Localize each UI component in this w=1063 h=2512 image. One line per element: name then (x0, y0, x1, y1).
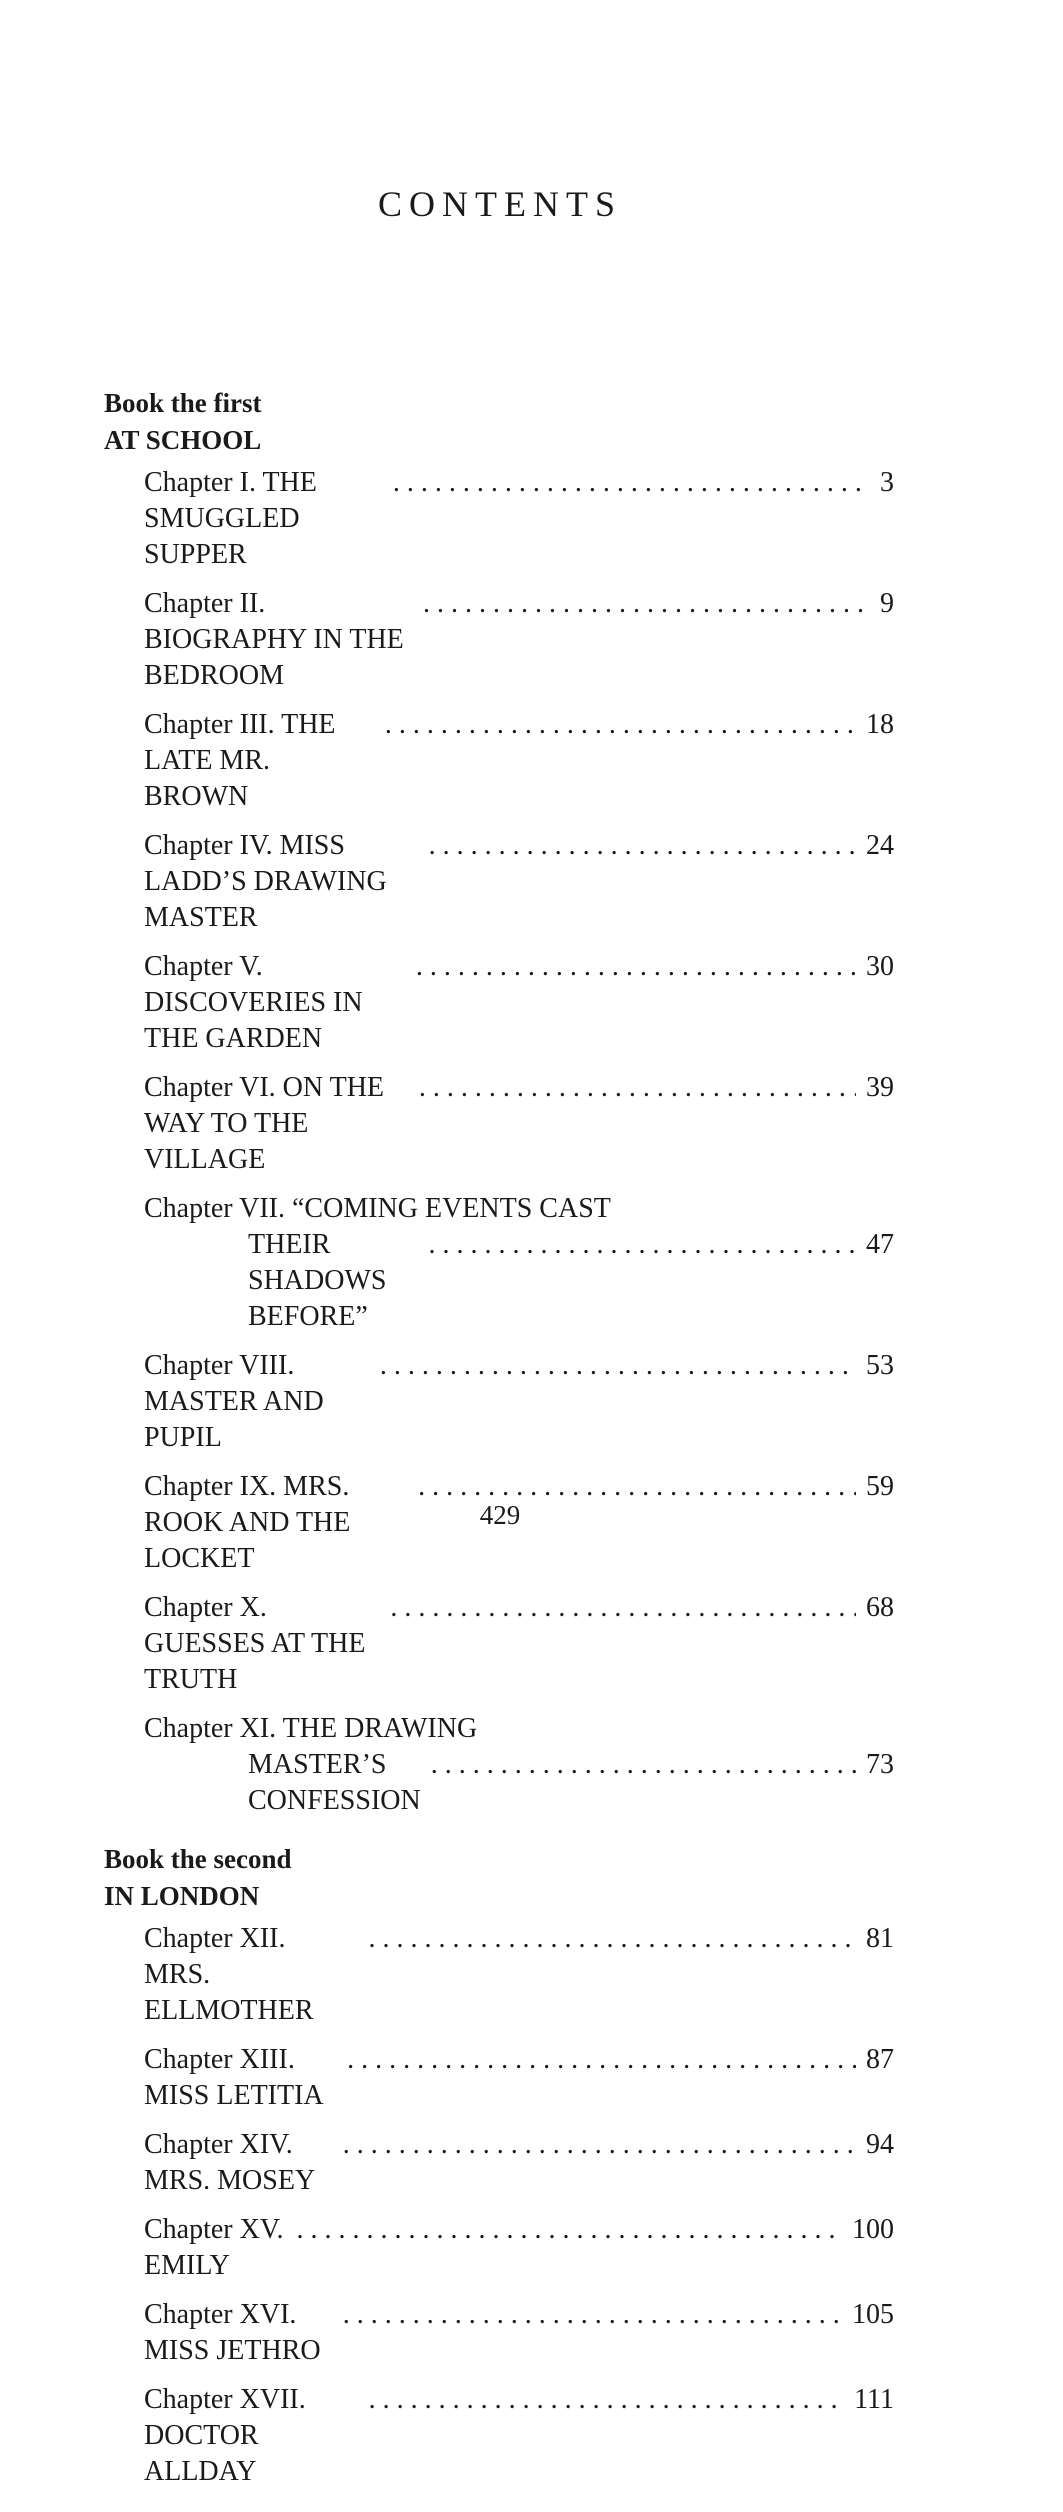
book-section (104, 1841, 894, 2490)
toc-entry[interactable] (144, 1348, 894, 1456)
chapter-list (104, 1921, 894, 2490)
chapter-page-number: 59 (866, 1471, 894, 1502)
chapter-title: Chapter IV. MISS LADD’S DRAWING MASTER (144, 830, 387, 933)
toc-entry-line (144, 2127, 894, 2199)
table-of-contents (104, 385, 894, 2512)
toc-entry[interactable] (144, 586, 894, 694)
toc-entry-line (144, 1227, 894, 1335)
book-subtitle: IN LONDON (104, 1881, 260, 1911)
chapter-title: Chapter VIII. MASTER AND PUPIL (144, 1350, 324, 1453)
chapter-page-number: 81 (866, 1923, 894, 1954)
toc-entry[interactable] (144, 1921, 894, 2029)
dot-leader (431, 1747, 856, 1783)
toc-entry[interactable] (144, 2127, 894, 2199)
toc-entry[interactable] (144, 707, 894, 815)
chapter-page-number: 68 (866, 1592, 894, 1623)
toc-entry[interactable] (144, 828, 894, 936)
toc-entry[interactable] (144, 1590, 894, 1698)
dot-leader (343, 2127, 856, 2163)
toc-entry-line (144, 1921, 894, 2029)
dot-leader (429, 828, 856, 864)
dot-leader (385, 707, 856, 743)
toc-entry-line (144, 2042, 894, 2114)
dot-leader (416, 949, 856, 985)
dot-leader (393, 465, 870, 501)
chapter-page-number: 47 (866, 1229, 894, 1260)
chapter-page-number: 9 (880, 588, 894, 619)
chapter-title: Chapter XV. EMILY (144, 2214, 284, 2281)
chapter-page-number: 39 (866, 1072, 894, 1103)
chapter-title: Chapter XVI. MISS JETHRO (144, 2299, 321, 2366)
chapter-title: Chapter III. THE LATE MR. BROWN (144, 709, 336, 812)
page-title: CONTENTS (378, 184, 622, 224)
dot-leader (419, 1070, 856, 1106)
toc-entry[interactable] (144, 2297, 894, 2369)
toc-entry-line (144, 1191, 894, 1227)
dot-leader (429, 1227, 856, 1263)
chapter-title: Chapter I. THE SMUGGLED SUPPER (144, 467, 317, 570)
chapter-title: Chapter XIII. MISS LETITIA (144, 2044, 324, 2111)
toc-entry-line (144, 1747, 894, 1819)
chapter-page-number: 73 (866, 1749, 894, 1780)
toc-entry[interactable] (144, 949, 894, 1057)
chapter-title: Chapter XVII. DOCTOR ALLDAY (144, 2384, 306, 2487)
book-label: Book the first (104, 388, 262, 418)
chapter-page-number: 94 (866, 2129, 894, 2160)
toc-entry-line (144, 2297, 894, 2369)
page-number: 429 (479, 1500, 521, 1530)
dot-leader (369, 2382, 844, 2418)
chapter-title: Chapter XII. MRS. ELLMOTHER (144, 1923, 314, 2026)
toc-entry[interactable] (144, 2382, 894, 2490)
toc-entry-line (144, 828, 894, 936)
toc-entry[interactable] (144, 2042, 894, 2114)
toc-entry[interactable] (144, 1711, 894, 1819)
toc-entry-line (144, 949, 894, 1057)
toc-entry-line (144, 465, 894, 573)
chapter-title: THEIR SHADOWS BEFORE” (248, 1229, 387, 1332)
chapter-page-number: 24 (866, 830, 894, 861)
chapter-title: Chapter XI. THE DRAWING (144, 1713, 478, 1744)
chapter-list (104, 465, 894, 1819)
toc-entry[interactable] (144, 465, 894, 573)
dot-leader (380, 1348, 856, 1384)
chapter-title: Chapter VII. “COMING EVENTS CAST (144, 1193, 611, 1224)
toc-entry-line (144, 1711, 894, 1747)
book-subtitle: AT SCHOOL (104, 425, 262, 455)
toc-entry[interactable] (144, 1070, 894, 1178)
chapter-title: Chapter V. DISCOVERIES IN THE GARDEN (144, 951, 363, 1054)
toc-entry-line (144, 2382, 894, 2490)
chapter-title: Chapter VI. ON THE WAY TO THE VILLAGE (144, 1072, 385, 1175)
toc-entry-line (144, 586, 894, 694)
toc-entry-line (144, 2212, 894, 2284)
book-label: Book the second (104, 1844, 292, 1874)
dot-leader (343, 2297, 842, 2333)
dot-leader (390, 1590, 856, 1626)
chapter-title: Chapter XIV. MRS. MOSEY (144, 2129, 316, 2196)
chapter-page-number: 53 (866, 1350, 894, 1381)
chapter-title: Chapter IX. MRS. ROOK AND THE LOCKET (144, 1471, 351, 1574)
dot-leader (297, 2212, 842, 2248)
chapter-page-number: 3 (880, 467, 894, 498)
chapter-title: Chapter X. GUESSES AT THE TRUTH (144, 1592, 366, 1695)
chapter-page-number: 87 (866, 2044, 894, 2075)
toc-entry-line (144, 707, 894, 815)
chapter-page-number: 30 (866, 951, 894, 982)
toc-entry[interactable] (144, 2212, 894, 2284)
chapter-title: MASTER’S CONFESSION (248, 1749, 421, 1816)
chapter-page-number: 18 (866, 709, 894, 740)
book-section (104, 385, 894, 1819)
toc-entry-line (144, 1590, 894, 1698)
dot-leader (347, 2042, 856, 2078)
dot-leader (369, 1921, 856, 1957)
chapter-page-number: 100 (852, 2214, 894, 2245)
chapter-page-number: 105 (852, 2299, 894, 2330)
chapter-title: Chapter II. BIOGRAPHY IN THE BEDROOM (144, 588, 404, 691)
dot-leader (423, 586, 870, 622)
toc-entry-line (144, 1348, 894, 1456)
toc-entry-line (144, 1070, 894, 1178)
chapter-page-number: 111 (854, 2384, 894, 2415)
toc-entry[interactable] (144, 1191, 894, 1335)
